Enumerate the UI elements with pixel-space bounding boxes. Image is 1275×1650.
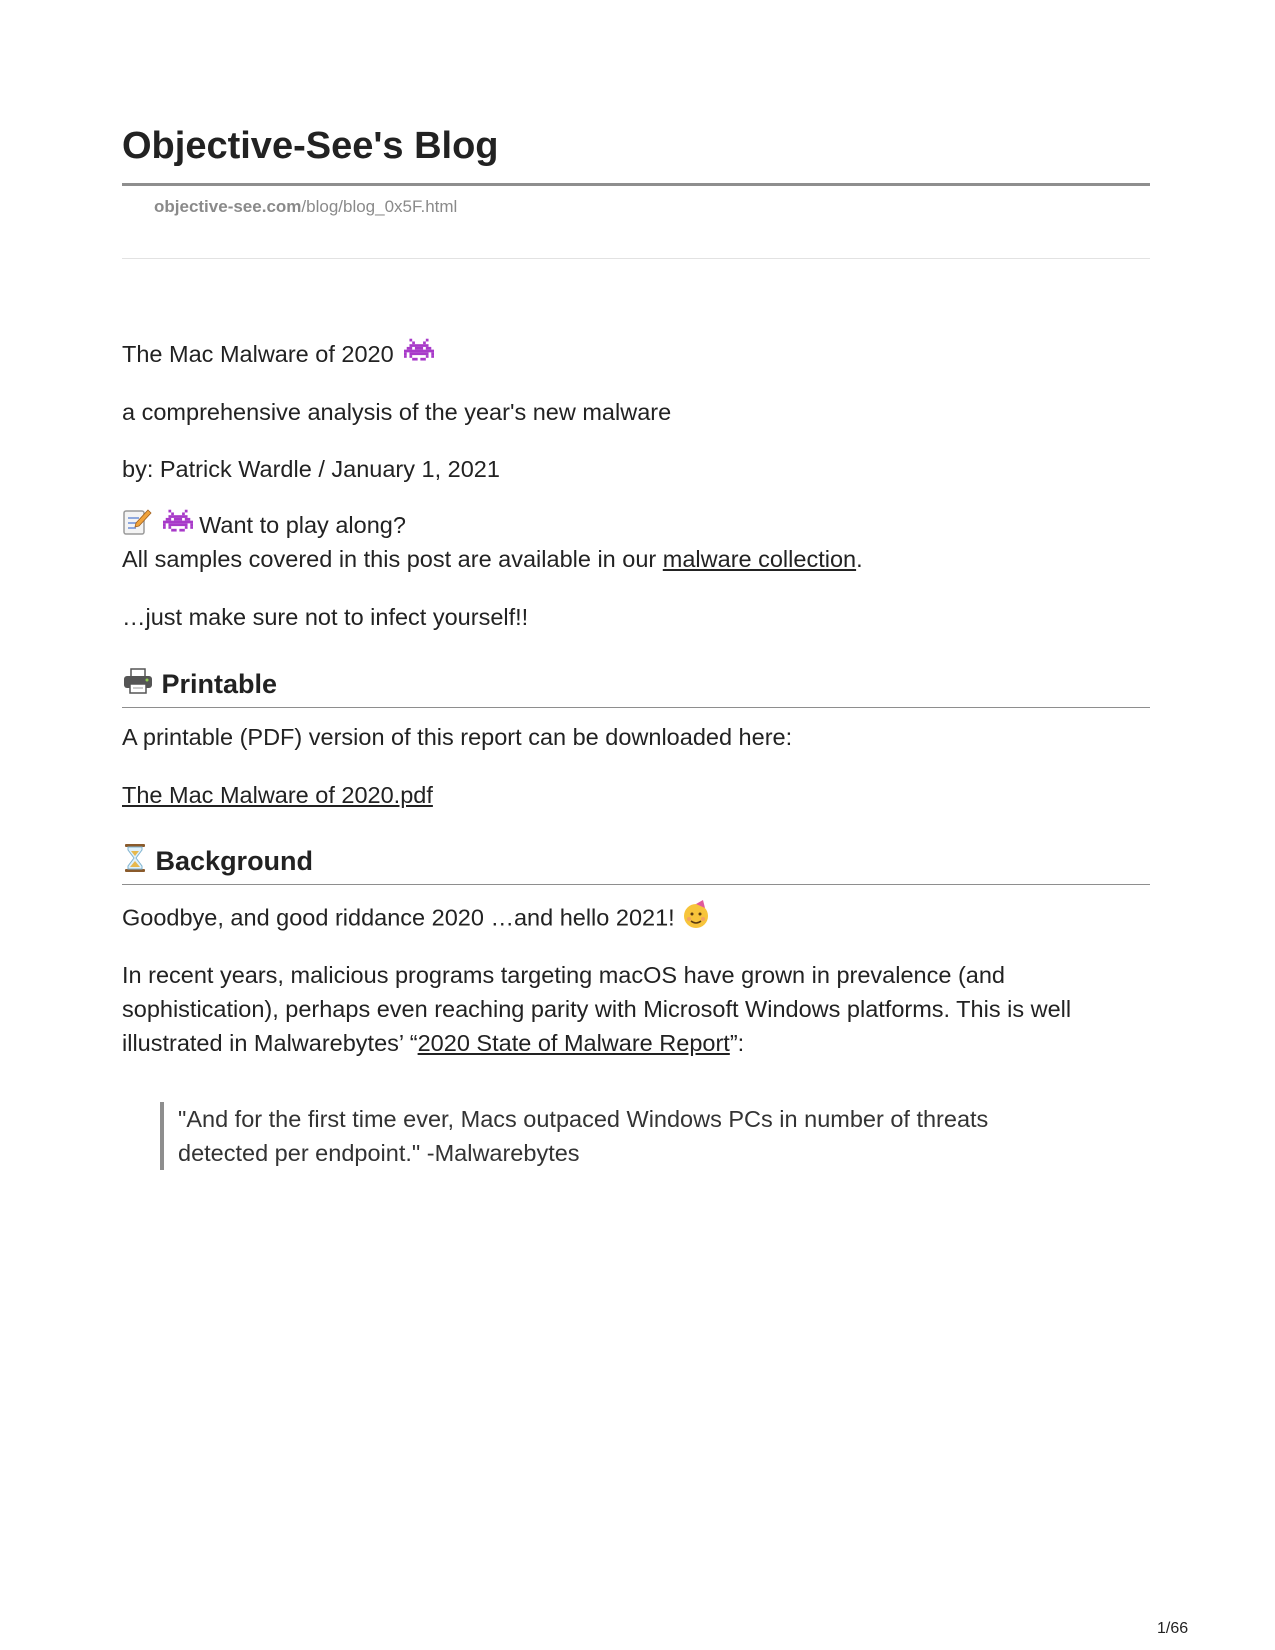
pdf-download-link[interactable]: The Mac Malware of 2020.pdf <box>122 782 433 808</box>
background-para-line1: In recent years, malicious programs targeting macOS have grown in prevalence (and <box>122 962 1005 988</box>
state-of-malware-report-link[interactable]: 2020 State of Malware Report <box>417 1030 730 1056</box>
header-divider <box>122 258 1150 259</box>
samples-prefix: All samples covered in this post are available in our <box>122 546 663 572</box>
malwarebytes-quote <box>160 1102 1118 1170</box>
printable-heading <box>122 666 277 704</box>
memo-icon <box>122 508 152 545</box>
url-domain: objective-see.com <box>154 197 302 216</box>
play-along-line <box>122 508 406 545</box>
goodbye-line <box>122 900 711 939</box>
para-line3-prefix: illustrated in Malwarebytes’ “ <box>122 1030 418 1056</box>
printer-icon <box>122 667 154 704</box>
quote-line2: detected per endpoint." -Malwarebytes <box>178 1140 580 1166</box>
space-invader-icon <box>404 338 434 373</box>
background-para-line3 <box>122 1026 744 1060</box>
background-heading-text: Background <box>155 846 314 876</box>
printable-text: A printable (PDF) version of this report can be downloaded here: <box>122 724 793 750</box>
page-url <box>154 197 457 217</box>
pdf-line <box>122 778 433 812</box>
para-line3-suffix: ”: <box>729 1030 745 1056</box>
warning-text: …just make sure not to infect yourself!! <box>122 604 529 630</box>
background-divider <box>122 884 1150 885</box>
background-para-line2: sophistication), perhaps even reaching parity with Microsoft Windows platforms. This is well <box>122 996 1072 1022</box>
blog-title: Objective-See's Blog <box>122 125 499 167</box>
play-along-text: Want to play along? <box>199 512 406 538</box>
party-face-icon <box>681 900 711 939</box>
quote-line1: "And for the first time ever, Macs outpaced Windows PCs in number of threats <box>178 1106 989 1132</box>
space-invader-icon <box>163 509 193 544</box>
malware-collection-link[interactable]: malware collection <box>662 546 857 572</box>
post-subtitle: a comprehensive analysis of the year's new malware <box>122 399 672 425</box>
title-divider <box>122 183 1150 186</box>
background-heading <box>122 843 313 882</box>
post-title-text: The Mac Malware of 2020 <box>122 341 394 367</box>
samples-line <box>122 542 863 576</box>
printable-divider <box>122 707 1150 708</box>
page-number: 1/66 <box>1157 1620 1189 1637</box>
hourglass-icon <box>122 843 148 882</box>
url-path: /blog/blog_0x5F.html <box>301 197 458 216</box>
samples-suffix: . <box>856 546 863 572</box>
post-title <box>122 337 434 373</box>
printable-heading-text: Printable <box>161 669 278 699</box>
goodbye-text: Goodbye, and good riddance 2020 …and hello 2021! <box>122 904 675 931</box>
post-byline: by: Patrick Wardle / January 1, 2021 <box>122 456 500 482</box>
